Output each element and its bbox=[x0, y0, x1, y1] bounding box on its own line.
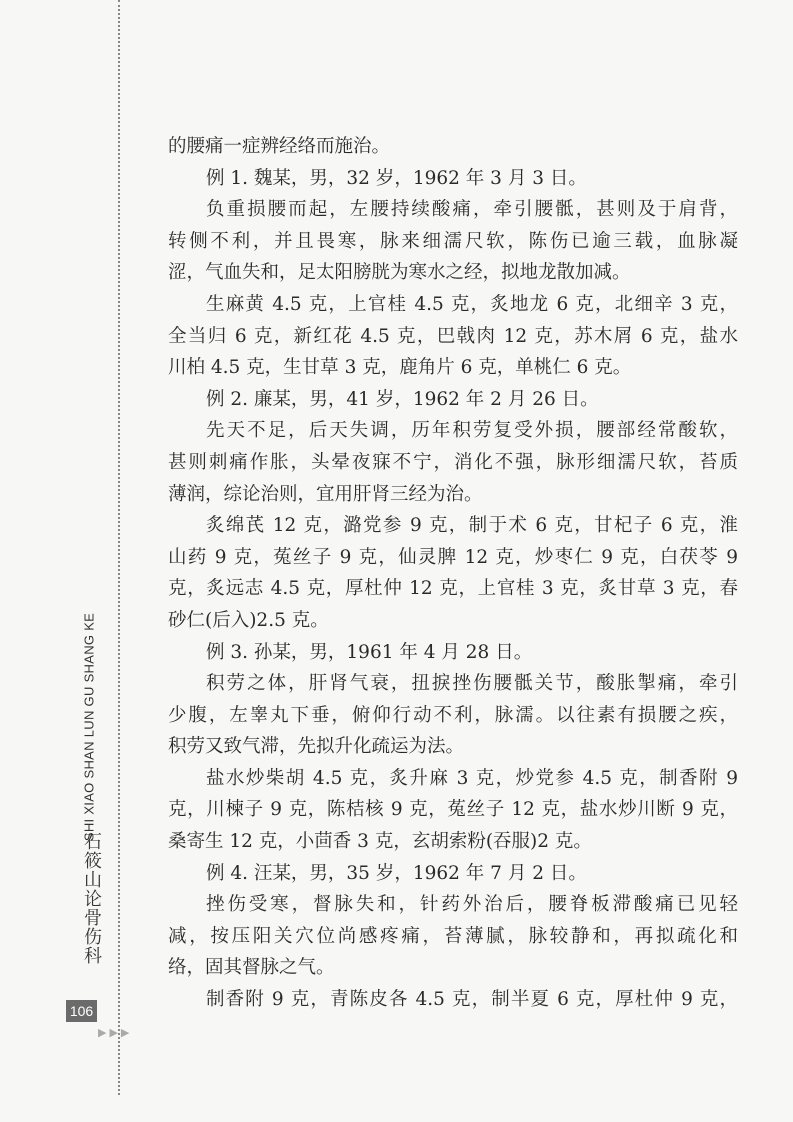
text-line: 制香附 9 克，青陈皮各 4.5 克，制半夏 6 克，厚杜仲 9 克， bbox=[206, 989, 738, 1011]
text-line: 的腰痛一症辨经络而施治。 bbox=[168, 136, 391, 157]
text-line: 积劳又致气滞，先拟升化疏运为法。 bbox=[168, 736, 465, 758]
paragraph bbox=[168, 763, 738, 858]
text-line: 转侧不利，并且畏寒，脉来细濡尺软，陈伤已逾三载，血脉凝 bbox=[168, 230, 738, 252]
arrow-decoration-icon: ▶▶▶ bbox=[98, 1026, 133, 1039]
paragraph bbox=[168, 384, 738, 416]
paragraph bbox=[168, 194, 738, 289]
paragraph bbox=[168, 131, 738, 163]
margin-dotted-rule bbox=[118, 0, 120, 1095]
paragraph bbox=[168, 163, 738, 195]
paragraph bbox=[168, 889, 738, 984]
text-line: 砂仁(后入)2.5 克。 bbox=[168, 609, 329, 631]
text-line: 全当归 6 克，新红花 4.5 克，巴戟肉 12 克，苏木屑 6 克，盐水 bbox=[168, 325, 738, 347]
text-line: 盐水炒柴胡 4.5 克，炙升麻 3 克，炒党参 4.5 克，制香附 9 bbox=[206, 767, 738, 789]
text-line: 先天不足，后天失调，历年积劳复受外损，腰部经常酸软， bbox=[206, 420, 738, 442]
text-line: 少腹，左睾丸下垂，俯仰行动不利，脉濡。以往素有损腰之疾， bbox=[168, 704, 738, 726]
text-line: 克，炙远志 4.5 克，厚杜仲 12 克，上官桂 3 克，炙甘草 3 克，春 bbox=[168, 578, 738, 600]
paragraph bbox=[168, 984, 738, 1016]
paragraph bbox=[168, 637, 738, 669]
paragraph bbox=[168, 668, 738, 763]
text-line: 山药 9 克，菟丝子 9 克，仙灵脾 12 克，炒枣仁 9 克，白茯苓 9 bbox=[168, 546, 738, 568]
page-number: 106 bbox=[66, 1000, 97, 1022]
text-line: 桑寄生 12 克，小茴香 3 克，玄胡索粉(吞服)2 克。 bbox=[168, 831, 592, 853]
text-line: 薄润，综论治则，宜用肝肾三经为治。 bbox=[168, 483, 483, 505]
text-line: 川柏 4.5 克，生甘草 3 克，鹿角片 6 克，单桃仁 6 克。 bbox=[168, 357, 632, 379]
text-line: 例 4. 汪某，男，35 岁，1962 年 7 月 2 日。 bbox=[206, 862, 587, 884]
text-line: 生麻黄 4.5 克，上官桂 4.5 克，炙地龙 6 克，北细辛 3 克， bbox=[206, 293, 738, 315]
text-line: 例 1. 魏某，男，32 岁，1962 年 3 月 3 日。 bbox=[206, 167, 587, 189]
text-line: 克，川楝子 9 克，陈桔核 9 克，菟丝子 12 克，盐水炒川断 9 克， bbox=[168, 799, 738, 821]
text-line: 甚则刺痛作胀，头晕夜寐不宁，消化不强，脉形细濡尺软，苔质 bbox=[168, 451, 738, 473]
text-line: 炙绵芪 12 克，潞党参 9 克，制于术 6 克，甘杞子 6 克，淮 bbox=[206, 515, 738, 537]
text-line: 涩，气血失和，足太阳膀胱为寒水之经，拟地龙散加减。 bbox=[168, 262, 631, 284]
text-line: 积劳之体，肝肾气衰，扭捩挫伤腰骶关节，酸胀掣痛，牵引 bbox=[206, 673, 738, 695]
text-line: 挫伤受寒，督脉失和，针药外治后，腰脊板滞酸痛已见轻 bbox=[206, 894, 738, 916]
text-line: 负重损腰而起，左腰持续酸痛，牵引腰骶，甚则及于肩背， bbox=[206, 199, 738, 221]
paragraph bbox=[168, 858, 738, 890]
text-line: 络，固其督脉之气。 bbox=[168, 957, 335, 979]
running-title-chinese: 石筱山论骨伤科 bbox=[81, 832, 102, 965]
text-line: 例 2. 廉某，男，41 岁，1962 年 2 月 26 日。 bbox=[206, 388, 599, 410]
page-body-text bbox=[168, 131, 738, 1016]
paragraph bbox=[168, 415, 738, 510]
running-title-pinyin-text: SHI XIAO SHAN LUN GU SHANG KE bbox=[81, 612, 97, 842]
paragraph bbox=[168, 510, 738, 636]
paragraph bbox=[168, 289, 738, 384]
text-line: 减，按压阳关穴位尚感疼痛，苔薄腻，脉较静和，再拟疏化和 bbox=[168, 925, 738, 947]
text-line: 例 3. 孙某，男，1961 年 4 月 28 日。 bbox=[206, 641, 533, 663]
running-title-pinyin bbox=[78, 612, 100, 842]
